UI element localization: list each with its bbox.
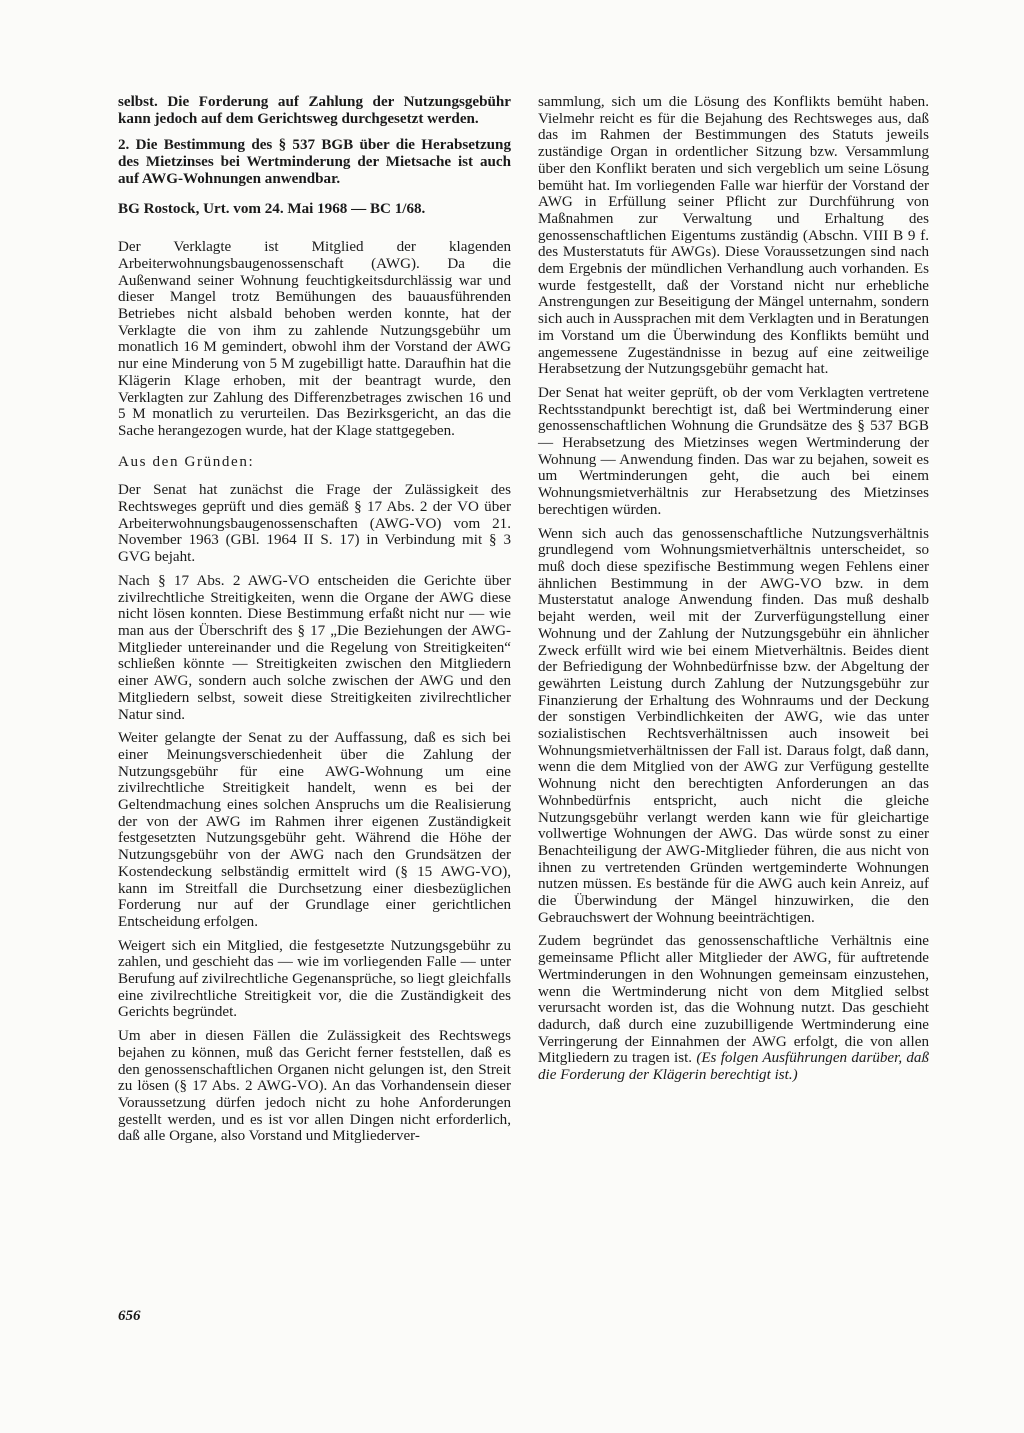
- editorial-note: (Es folgen Ausführungen darüber, daß die Forderung der Klägerin berechtigt ist.): [538, 1050, 929, 1084]
- body-paragraph: sammlung, sich um die Lösung des Konflikts bemüht haben. Vielmehr reicht es für die Bejahung des Rechtsweges aus, daß das im Rahmen der Bestimmungen des Statuts jeweils zuständige Organ in ordentlicher Sitzung bzw. Versammlung über den Konflikt beraten und sich vergeblich um seine Lösung bemüht hat. Im vorliegenden Falle war hierfür der Vorstand der AWG in Erfüllung seiner Pflicht zur Durchführung von Maßnahmen zur Verwaltung und Erhaltung des genossenschaftlichen Eigentums zuständig (Abschn. VIII B 9 f. des Musterstatuts für AWGs). Diese Voraussetzungen sind nach dem Ergebnis der mündlichen Verhandlung auch vorhanden. Es wurde festgestellt, daß der Vorstand nicht nur erhebliche Anstrengungen zur Beseitigung der Mängel unternahm, sondern sich auch in Aussprachen mit dem Verklagten und in Beratungen im Vorstand um die Überwindung des Konflikts bemüht und angemessene Zugeständnisse in bezug auf eine zeitweilige Herabsetzung der Nutzungsgebühr gemacht hat.: [538, 94, 929, 378]
- section-heading: Aus den Gründen:: [118, 453, 255, 470]
- page-number: 656: [118, 1308, 141, 1324]
- headnote-paragraph: selbst. Die Forderung auf Zahlung der Nutzungsgebühr kann jedoch auf dem Gerichtsweg durchgesetzt werden.: [118, 94, 511, 127]
- body-paragraph: Weiter gelangte der Senat zu der Auffassung, daß es sich bei einer Meinungsverschiedenheit über die Zahlung der Nutzungsgebühr für eine AWG-Wohnung um eine zivilrechtliche Streitigkeit handelt, wenn es bei der Geltendmachung eines solchen Anspruchs um die Realisierung der von der AWG im Rahmen ihrer eigenen Zuständigkeit festgesetzten Nutzungsgebühr geht. Während die Höhe der Nutzungsgebühr von der AWG nach den Grundsätzen der Kostendeckung selbständig ermittelt wird (§ 15 AWG-VO), kann im Streitfall die Durchsetzung einer diesbezüglichen Forderung nur auf der Grundlage einer gerichtlichen Entscheidung erfolgen.: [118, 730, 511, 930]
- headnote: [118, 94, 511, 217]
- case-facts: Der Verklagte ist Mitglied der klagenden Arbeiterwohnungsbaugenossenschaft (AWG). Da die Außenwand seiner Wohnung feuchtigkeitsdurchlässig war und dieser Mangel trotz Bemühungen des bauausführenden Betriebes nicht alsbald behoben werden konnte, hat der Verklagte die von ihm zu zahlende Nutzungsgebühr um monatlich 16 M gemindert, obwohl ihm der Vorstand der AWG nur eine Minderung von 5 M zugebilligt hatte. Daraufhin hat die Klägerin Klage erhoben, mit der beantragt wurde, den Verklagten zur Zahlung des Differenzbetrages zwischen 16 und 5 M monatlich zu verurteilen. Das Bezirksgericht, an das die Sache herangezogen wurde, hat der Klage stattgegeben.: [118, 239, 511, 439]
- body-paragraph: Wenn sich auch das genossenschaftliche Nutzungsverhältnis grundlegend vom Wohnungsmietverhältnis unterscheidet, so muß doch diese spezifische Bestimmung wegen Fehlens einer ähnlichen Bestimmung in der AWG-VO bzw. in dem Musterstatut analoge Anwendung finden. Das muß deshalb bejaht werden, weil mit der Zurverfügungstellung einer Wohnung und der Zahlung der Nutzungsgebühr ein ähnlicher Zweck erfüllt wird wie bei einem Mietverhältnis. Beides dient der Befriedigung der Wohnbedürfnisse bzw. der Abgeltung der gewährten Leistung durch Zahlung der Nutzungsgebühr zur Finanzierung der Erhaltung des Wohnraums und der Deckung der sonstigen Verbindlichkeiten der AWG, wie das unter sozialistischen Rechtsverhältnissen auch insoweit bei Wohnungsmietverhältnissen der Fall ist. Daraus folgt, daß dann, wenn die dem Mitglied von der AWG zur Verfügung gestellte Wohnung nicht den berechtigten Anforderungen an das Wohnbedürfnis entspricht, auch nicht die gleiche Nutzungsgebühr verlangt werden kann wie für gleichartige vollwertige Wohnungen der AWG. Das würde sonst zu einer Benachteiligung der AWG-Mitglieder führen, die aus nicht von ihnen zu vertretenden Gründen wertgeminderte Wohnungen nutzen müssen. Es bestände für die AWG auch kein Anreiz, auf die Überwindung der Mängel hinzuwirken, die den Gebrauchswert der Wohnung beeinträchtigen.: [538, 525, 929, 926]
- headnote-paragraph: 2. Die Bestimmung des § 537 BGB über die Herabsetzung des Mietzinses bei Wertminderung der Mietsache ist auch auf AWG-Wohnungen anwendbar.: [118, 137, 511, 187]
- body-paragraph: Um aber in diesen Fällen die Zulässigkeit des Rechtswegs bejahen zu können, muß das Gericht ferner feststellen, daß es den genossenschaftlichen Organen nicht gelungen ist, den Streit zu lösen (§ 17 Abs. 2 AWG-VO). An das Vorhandensein dieser Voraussetzung dürfen jedoch nicht zu hohe Anforderungen gestellt werden, und es ist vor allen Dingen nicht erforderlich, daß alle Organe, also Vorstand und Mitgliederver-: [118, 1028, 511, 1145]
- right-column: [538, 94, 929, 1091]
- body-paragraph: Nach § 17 Abs. 2 AWG-VO entscheiden die Gerichte über zivilrechtliche Streitigkeiten, wenn die Organe der AWG diese nicht lösen konnten. Diese Bestimmung erfaßt nicht nur — wie man aus der Überschrift des § 17 „Die Beziehungen der AWG-Mitglieder untereinander und die Regelung von Streitigkeiten“ schließen könnte — Streitigkeiten zwischen den Mitgliedern einer AWG, sondern auch solche zwischen der AWG und den Mitgliedern selbst, soweit diese Streitigkeiten zivilrechtlicher Natur sind.: [118, 572, 511, 723]
- court-citation: BG Rostock, Urt. vom 24. Mai 1968 — BC 1/68.: [118, 200, 426, 217]
- body-paragraph: Der Senat hat weiter geprüft, ob der vom Verklagten vertretene Rechtsstandpunkt berechtigt ist, daß bei Wertminderung einer genossenschaftlichen Wohnung die Grundsätze des § 537 BGB — Herabsetzung des Mietzinses wegen Wertminderung der Wohnung — Anwendung finden. Das war zu bejahen, soweit es um Wertminderungen geht, die auch bei einem Wohnungsmietverhältnis zur Herabsetzung des Mietzinses berechtigen würden.: [538, 384, 929, 518]
- body-paragraph: Weigert sich ein Mitglied, die festgesetzte Nutzungsgebühr zu zahlen, und geschieht das — wie im vorliegenden Falle — unter Berufung auf zivilrechtliche Gegenansprüche, so liegt gleichfalls eine zivilrechtliche Streitigkeit vor, die die Zuständigkeit des Gerichts begründet.: [118, 937, 511, 1021]
- paragraph-text: Zudem begründet das genossenschaftliche Verhältnis eine gemeinsame Pflicht aller Mitglieder der AWG, für auftretende Wertminderungen in den Wohnungen gemeinsam einzustehen, wenn die Wertminderung nicht von dem Mitglied selbst verursacht worden ist, das die Wohnung nutzt. Das geschieht dadurch, daß durch eine zuzubilligende Wertminderung eine Verringerung der Einnahmen der AWG erfolgt, die von allen Mitgliedern zu tragen ist.: [538, 933, 929, 1067]
- left-column: [118, 94, 511, 1152]
- body-paragraph: Der Senat hat zunächst die Frage der Zulässigkeit des Rechtsweges geprüft und dies gemäß § 17 Abs. 2 der VO über Arbeiterwohnungsbaugenossenschaften (AWG-VO) vom 21. November 1963 (GBl. 1964 II S. 17) in Verbindung mit § 3 GVG bejaht.: [118, 482, 511, 566]
- body-paragraph: [538, 933, 929, 1083]
